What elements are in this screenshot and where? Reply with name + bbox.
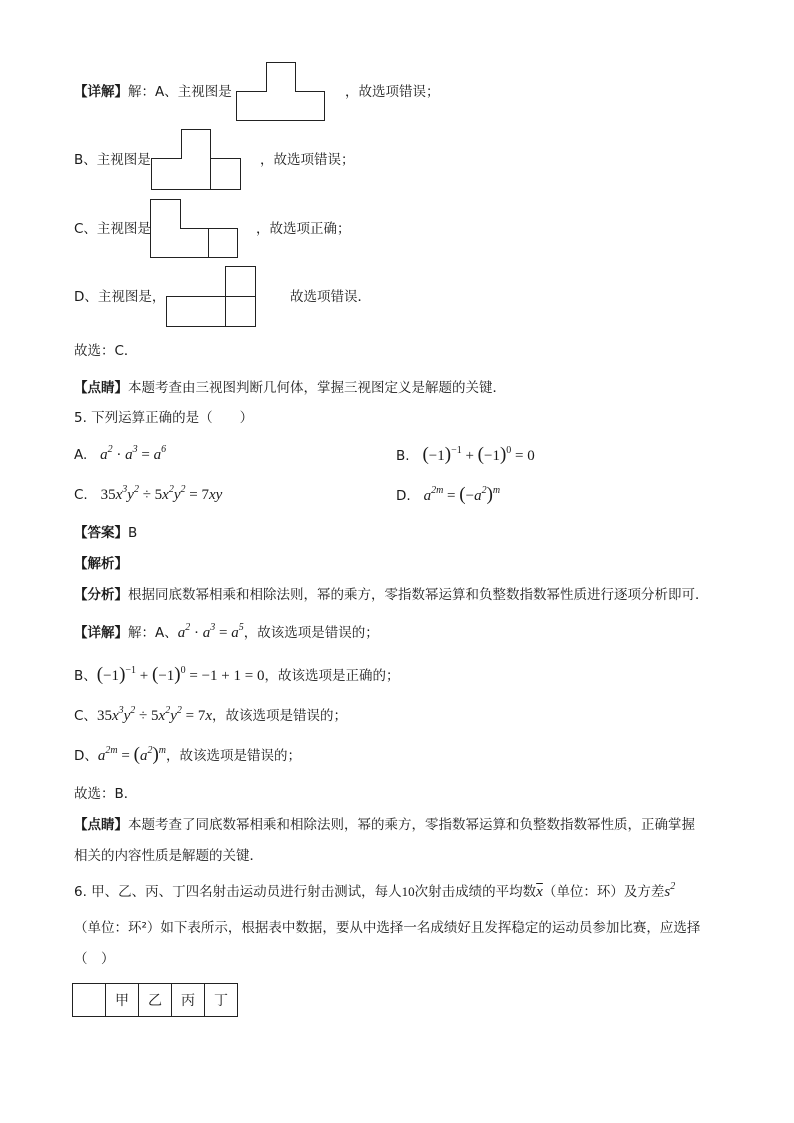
table-row [73,984,238,1017]
q5-detail-head: 【详解】 [74,625,128,641]
q4-c-prefix: C、主视图是 [74,221,151,237]
q4-a-prefix: 解：A、主视图是 [128,84,232,100]
q5-detail-d-suffix: ，故该选项是错误的； [166,748,301,764]
q4-b-suffix: ，故选项错误； [260,152,355,168]
table-header-cell-ding: 丁 [205,984,238,1017]
q6-line2: （单位：环²）如下表所示，根据表中数据，要从中选择一名成绩好且发挥稳定的运动员参加比赛，应选择 [74,920,701,936]
q5-option-b [396,445,535,466]
q5-detail-d-formula: $a^{2m} = (a^2)^m$ [97,744,166,765]
q6-line1-b: 次射击成绩的平均数 [414,884,537,900]
q5-fenxi-head: 【分析】 [74,587,128,603]
q5-option-d-formula: $a^{2m} = (-a^2)^m$ [423,484,501,505]
table-header-cell-yi: 乙 [139,984,172,1017]
q6-line3: （ ） [74,951,115,967]
q6-mean-symbol: $\overline{x}$ [536,884,543,900]
q4-d-front-view-figure [166,266,258,328]
q5-option-b-formula: $(-1)^{-1} + (-1)^0 = 0$ [422,444,535,465]
q4-c-front-view-figure [150,199,240,259]
q6-line1-c: （单位：环）及方差 [542,884,665,900]
q5-detail-b-formula: $(-1)^{-1} + (-1)^0 = -1 + 1 = 0$ [96,664,265,685]
q5-answer-head: 【答案】 [74,525,128,541]
q5-detail-d-prefix: D、 [74,748,98,764]
q4-choose: 故选：C． [74,343,138,359]
q5-fenxi-text: 根据同底数幂相乘和相除法则，幂的乘方，零指数幂运算和负整数指数幂性质进行逐项分析即可． [128,587,709,603]
q5-detail-b-suffix: ，故该选项是正确的； [264,668,400,684]
q4-a-suffix: ，故选项错误； [345,84,440,100]
q5-detail-a-formula: $a^2 \cdot a^3 = a^5$ [177,622,244,641]
q5-comment-line1 [74,815,695,835]
q6-line1-num: 10 [401,884,415,899]
q5-choose: 故选：B． [74,786,138,802]
q5-option-c-letter: C. [74,487,88,503]
q4-c-suffix: ，故选项正确； [256,221,351,237]
q5-option-d-letter: D. [396,488,411,504]
q5-analysis-head [74,554,128,574]
q5-option-a-formula: $a^2 \cdot a^3 = a^6$ [100,444,167,463]
q4-detail-head: 【详解】 [74,84,128,100]
q4-comment-text: 本题考查由三视图判断几何体，掌握三视图定义是解题的关键． [128,380,506,396]
q4-b-prefix: B、主视图是 [74,152,151,168]
table-header-cell-jia: 甲 [106,984,139,1017]
q5-fenxi-line [74,585,709,605]
q4-comment-head: 【点睛】 [74,380,128,396]
q5-detail-b-line [74,665,399,686]
q5-detail-a-suffix: ，故该选项是错误的； [243,625,379,641]
q5-comment-head: 【点睛】 [74,817,128,833]
q5-option-c-formula: $35x^3y^2 \div 5x^2y^2 = 7xy$ [100,484,223,503]
q5-comment-text1: 本题考查了同底数幂相乘和相除法则，幂的乘方，零指数幂运算和负整数指数幂性质，正确掌握 [128,817,695,833]
q4-detail-line-a [74,82,232,102]
q5-detail-c-suffix: ，故该选项是错误的； [212,708,347,724]
q5-answer-line [74,523,137,543]
q5-analysis-head-text: 【解析】 [74,556,128,572]
q6-variance-symbol: $s^2$ [664,881,676,900]
q5-option-c [74,485,222,505]
q6-line1-a: 6. 甲、乙、丙、丁四名射击运动员进行射击测试，每人 [74,884,402,900]
q4-d-suffix: 故选项错误． [290,289,371,305]
q5-question: 5. 下列运算正确的是（ ） [74,410,254,426]
q6-table [72,983,238,1017]
q5-detail-a-line [74,623,379,643]
q5-option-b-letter: B. [396,448,410,464]
q5-detail-a-prefix: 解：A、 [128,625,178,641]
q5-detail-b-prefix: B、 [74,668,97,684]
table-header-cell-empty [73,984,106,1017]
q5-answer: B [128,525,138,541]
q5-detail-c-line [74,706,347,726]
q5-option-d [396,485,500,506]
q4-a-front-view-figure [236,62,326,122]
q5-option-a [74,445,166,465]
q4-b-front-view-figure [151,129,243,191]
q5-comment-line2: 相关的内容性质是解题的关键． [74,848,263,864]
q5-option-a-letter: A. [74,447,88,463]
q5-detail-d-line [74,745,301,766]
q4-comment-line [74,378,506,398]
q5-detail-c-formula: $35x^3y^2 \div 5x^2y^2 = 7x$ [96,705,212,724]
q4-d-prefix: D、主视图是， [74,289,166,305]
table-header-cell-bing: 丙 [172,984,205,1017]
q5-detail-c-prefix: C、 [74,708,97,724]
q6-line1 [74,882,675,902]
